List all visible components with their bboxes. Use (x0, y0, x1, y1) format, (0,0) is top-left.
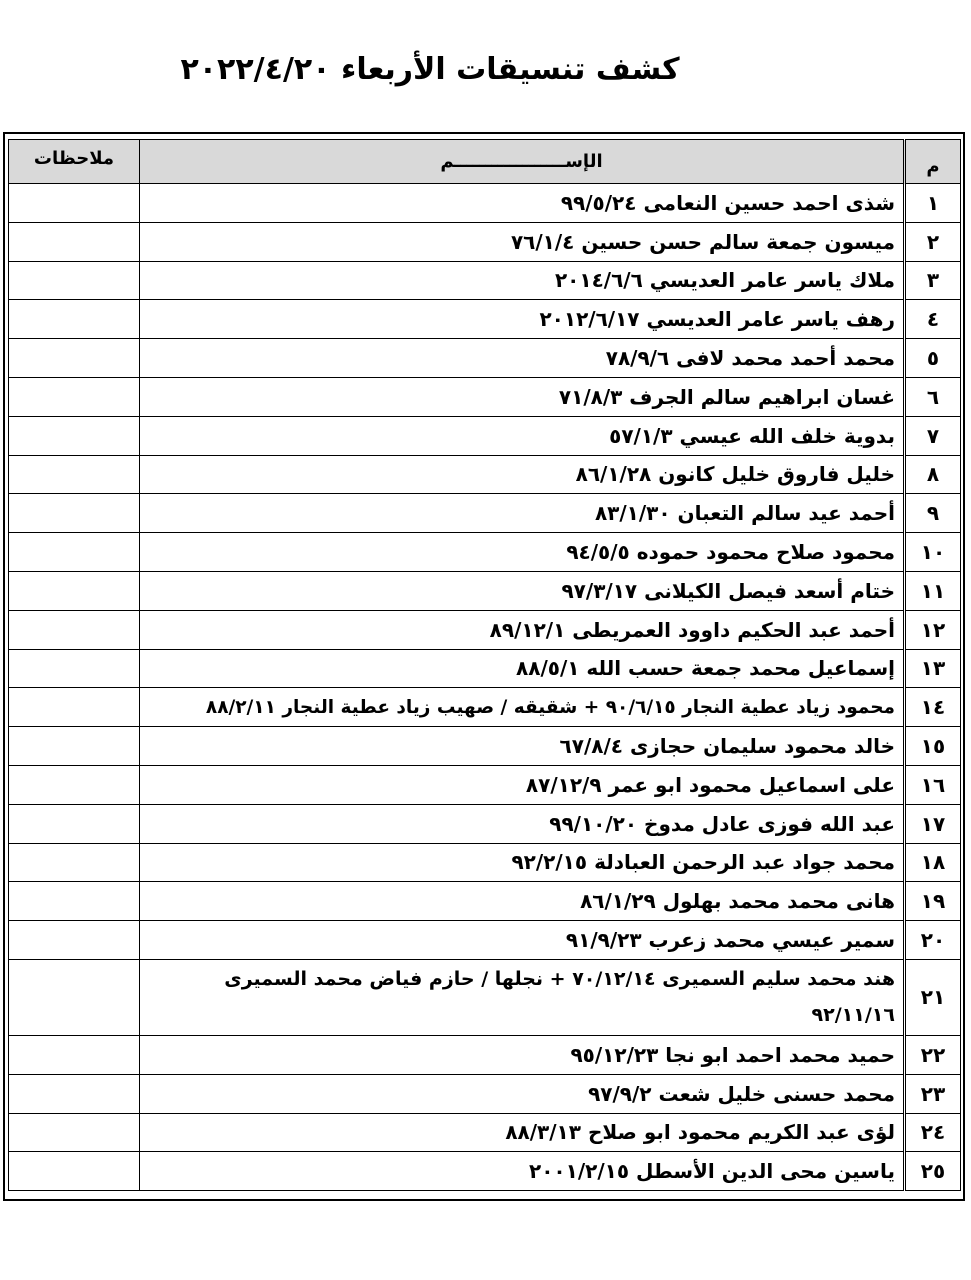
table-row (9, 571, 961, 610)
table-row (9, 765, 961, 804)
table-row (9, 959, 961, 1035)
table-row (9, 1152, 961, 1191)
row-number: ١١ (905, 571, 961, 610)
row-notes (9, 533, 140, 572)
table-row (9, 377, 961, 416)
row-name: محمد حسنى خليل شعت ٩٧/٩/٢ (140, 1074, 905, 1113)
row-number: ١٩ (905, 882, 961, 921)
row-name: إسماعيل محمد جمعة حسب الله ٨٨/٥/١ (140, 649, 905, 688)
table-row (9, 1074, 961, 1113)
row-notes (9, 184, 140, 223)
row-notes (9, 1152, 140, 1191)
row-number: ٢٠ (905, 921, 961, 960)
row-name: سمير عيسي محمد زعرب ٩١/٩/٢٣ (140, 921, 905, 960)
row-name: بدوية خلف الله عيسي ٥٧/١/٣ (140, 416, 905, 455)
row-number: ٦ (905, 377, 961, 416)
row-number: ١٣ (905, 649, 961, 688)
header-number: م (905, 140, 961, 184)
table-row (9, 533, 961, 572)
row-number: ١٧ (905, 804, 961, 843)
table-header-row (9, 140, 961, 184)
table-row (9, 455, 961, 494)
row-notes (9, 727, 140, 766)
row-name: ملاك ياسر عامر العديسي ٢٠١٤/٦/٦ (140, 261, 905, 300)
row-notes (9, 959, 140, 1035)
row-notes (9, 688, 140, 727)
row-number: ٤ (905, 300, 961, 339)
row-name: أحمد عبد الحكيم داوود العمريطى ٨٩/١٢/١ (140, 610, 905, 649)
row-number: ١٥ (905, 727, 961, 766)
table-row (9, 494, 961, 533)
header-notes: ملاحظات (9, 140, 140, 184)
row-name: محمود صلاح محمود حموده ٩٤/٥/٥ (140, 533, 905, 572)
row-name: محمود زياد عطية النجار ٩٠/٦/١٥ + شقيقه / صهيب زياد عطية النجار ٨٨/٢/١١ (140, 688, 905, 727)
row-notes (9, 921, 140, 960)
row-name: رهف ياسر عامر العديسي ٢٠١٢/٦/١٧ (140, 300, 905, 339)
row-notes (9, 377, 140, 416)
row-notes (9, 416, 140, 455)
row-notes (9, 1074, 140, 1113)
row-name: هند محمد سليم السميرى ٧٠/١٢/١٤ + نجلها / حازم فياض محمد السميرى ٩٢/١١/١٦ (140, 959, 905, 1035)
table-row (9, 416, 961, 455)
row-name: ياسين محى الدين الأسطل ٢٠٠١/٢/١٥ (140, 1152, 905, 1191)
row-notes (9, 1035, 140, 1074)
row-name: عبد الله فوزى عادل مدوخ ٩٩/١٠/٢٠ (140, 804, 905, 843)
table-row (9, 610, 961, 649)
table-row (9, 843, 961, 882)
row-number: ٥ (905, 339, 961, 378)
row-notes (9, 882, 140, 921)
header-name-label: الإســــــــــــــــــم (440, 151, 603, 172)
row-number: ١٢ (905, 610, 961, 649)
row-name: خالد محمود سليمان حجازى ٦٧/٨/٤ (140, 727, 905, 766)
row-name: أحمد عيد سالم التعبان ٨٣/١/٣٠ (140, 494, 905, 533)
row-notes (9, 455, 140, 494)
table-row (9, 688, 961, 727)
row-number: ٧ (905, 416, 961, 455)
table-row (9, 300, 961, 339)
table-row (9, 222, 961, 261)
row-number: ٢٤ (905, 1113, 961, 1152)
row-name: شذى احمد حسين النعامى ٩٩/٥/٢٤ (140, 184, 905, 223)
row-number: ٢ (905, 222, 961, 261)
row-name: محمد أحمد محمد لافى ٧٨/٩/٦ (140, 339, 905, 378)
table-body (9, 184, 961, 1191)
row-name: خليل فاروق خليل كانون ٨٦/١/٢٨ (140, 455, 905, 494)
row-name: غسان ابراهيم سالم الجرف ٧١/٨/٣ (140, 377, 905, 416)
row-notes (9, 494, 140, 533)
names-sheet (3, 132, 965, 1201)
row-name: محمد جواد عبد الرحمن العبادلة ٩٢/٢/١٥ (140, 843, 905, 882)
row-number: ١ (905, 184, 961, 223)
header-name (140, 140, 905, 184)
row-notes (9, 610, 140, 649)
names-table (8, 139, 961, 1191)
table-row (9, 804, 961, 843)
row-number: ١٦ (905, 765, 961, 804)
table-row (9, 921, 961, 960)
table-row (9, 339, 961, 378)
row-number: ١٤ (905, 688, 961, 727)
table-row (9, 882, 961, 921)
row-notes (9, 804, 140, 843)
table-row (9, 727, 961, 766)
row-number: ١٨ (905, 843, 961, 882)
row-name: ميسون جمعة سالم حسن حسين ٧٦/١/٤ (140, 222, 905, 261)
row-notes (9, 300, 140, 339)
row-number: ٩ (905, 494, 961, 533)
table-row (9, 649, 961, 688)
row-notes (9, 222, 140, 261)
row-name: لؤى عبد الكريم محمود ابو صلاح ٨٨/٣/١٣ (140, 1113, 905, 1152)
row-number: ٢٥ (905, 1152, 961, 1191)
row-number: ١٠ (905, 533, 961, 572)
row-notes (9, 1113, 140, 1152)
row-notes (9, 843, 140, 882)
row-notes (9, 261, 140, 300)
row-number: ٨ (905, 455, 961, 494)
row-number: ٣ (905, 261, 961, 300)
row-name: هانى محمد محمد بهلول ٨٦/١/٢٩ (140, 882, 905, 921)
table-row (9, 1113, 961, 1152)
table-row (9, 184, 961, 223)
page-title: كشف تنسيقات الأربعاء ٢٠٢٢/٤/٢٠ (180, 52, 680, 87)
row-name: ختام أسعد فيصل الكيلانى ٩٧/٣/١٧ (140, 571, 905, 610)
row-number: ٢١ (905, 959, 961, 1035)
row-notes (9, 571, 140, 610)
table-row (9, 1035, 961, 1074)
row-notes (9, 765, 140, 804)
table-row (9, 261, 961, 300)
row-number: ٢٢ (905, 1035, 961, 1074)
row-notes (9, 649, 140, 688)
row-name: حميد محمد احمد ابو نجا ٩٥/١٢/٢٣ (140, 1035, 905, 1074)
row-name: على اسماعيل محمود ابو عمر ٨٧/١٢/٩ (140, 765, 905, 804)
row-notes (9, 339, 140, 378)
row-number: ٢٣ (905, 1074, 961, 1113)
